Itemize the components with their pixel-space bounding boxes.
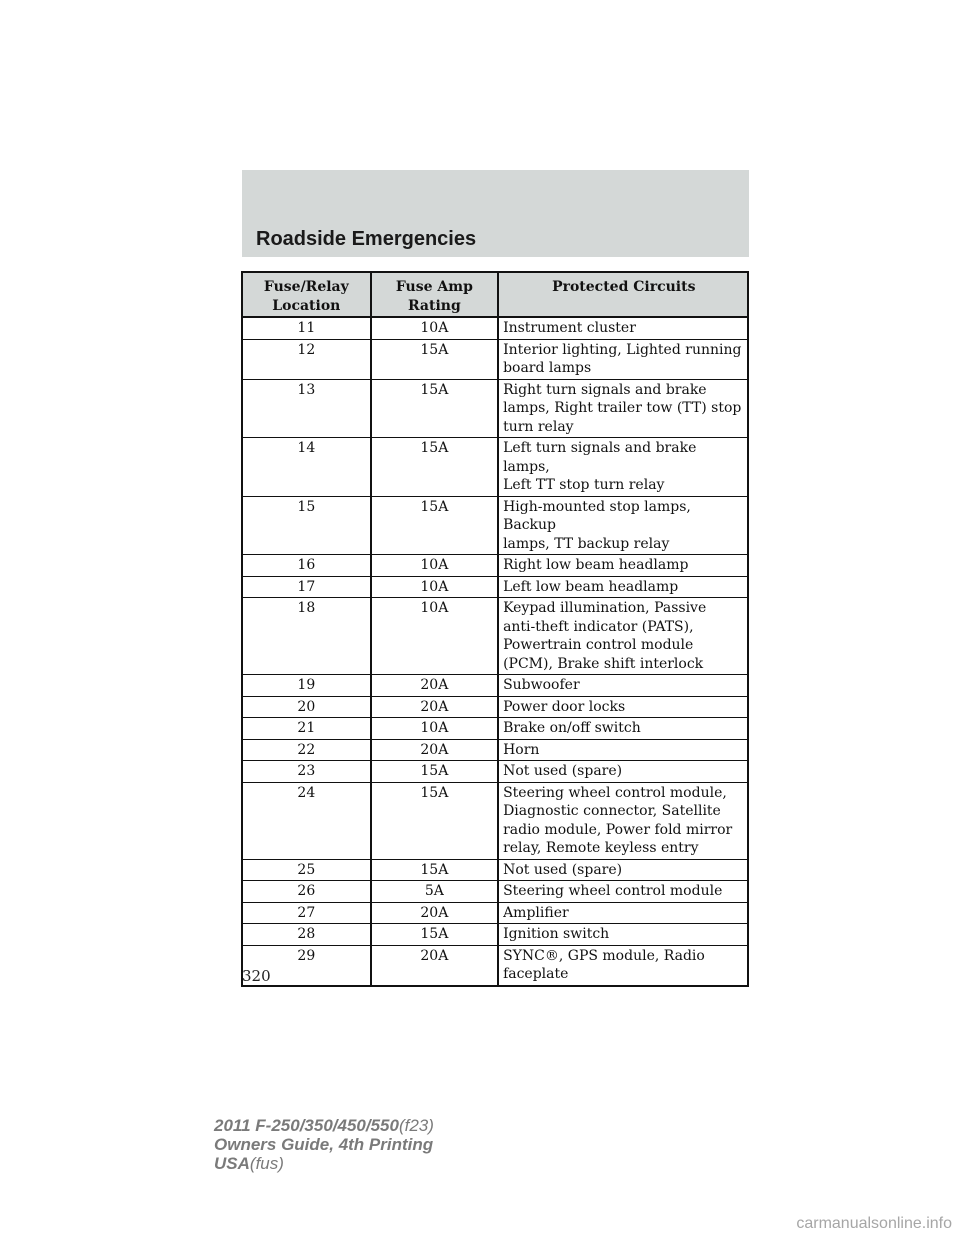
table-row xyxy=(242,859,748,881)
protected-circuits-cell xyxy=(498,438,748,497)
circuit-line: SYNC®, GPS module, Radio xyxy=(503,947,705,964)
fuse-amp-cell: 20A xyxy=(371,675,498,697)
footer-line-1 xyxy=(214,1116,434,1135)
protected-circuits-cell xyxy=(498,902,748,924)
fuse-location-cell: 19 xyxy=(242,675,371,697)
table-row xyxy=(242,924,748,946)
table-row xyxy=(242,339,748,379)
fuse-amp-cell: 15A xyxy=(371,339,498,379)
fuse-amp-cell: 10A xyxy=(371,317,498,339)
footer-market: USA xyxy=(214,1154,250,1173)
protected-circuits-cell xyxy=(498,675,748,697)
circuit-line: Not used (spare) xyxy=(503,861,623,878)
fuse-amp-cell: 20A xyxy=(371,739,498,761)
fuse-amp-cell: 15A xyxy=(371,438,498,497)
protected-circuits-cell xyxy=(498,859,748,881)
table-row xyxy=(242,675,748,697)
fuse-location-cell: 18 xyxy=(242,598,371,675)
circuit-line: Power door locks xyxy=(503,698,626,715)
protected-circuits-cell xyxy=(498,924,748,946)
circuit-line: Diagnostic connector, Satellite xyxy=(503,803,721,819)
circuit-line: Right turn signals and brake xyxy=(503,381,707,398)
table-row xyxy=(242,718,748,740)
column-header-protected-circuits xyxy=(498,272,748,317)
circuit-line: Left TT stop turn relay xyxy=(503,477,665,493)
table-row xyxy=(242,496,748,555)
protected-circuits-cell xyxy=(498,881,748,903)
circuit-line: Brake on/off switch xyxy=(503,720,641,736)
fuse-location-cell: 22 xyxy=(242,739,371,761)
header-line: Fuse/Relay xyxy=(263,279,349,295)
circuit-line: anti-theft indicator (PATS), xyxy=(503,618,694,635)
fuse-location-cell: 29 xyxy=(242,945,371,986)
fuse-amp-cell: 20A xyxy=(371,902,498,924)
circuit-line: Amplifier xyxy=(503,904,569,921)
fuse-location-cell: 15 xyxy=(242,496,371,555)
circuit-line: Keypad illumination, Passive xyxy=(503,600,707,616)
fuse-amp-cell: 5A xyxy=(371,881,498,903)
fuse-location-cell: 28 xyxy=(242,924,371,946)
circuit-line: High-mounted stop lamps, Backup xyxy=(503,498,691,533)
fuse-location-cell: 23 xyxy=(242,761,371,783)
circuit-line: Powertrain control module xyxy=(503,637,694,653)
table-row xyxy=(242,438,748,497)
fuse-amp-cell: 20A xyxy=(371,945,498,986)
circuit-line: (PCM), Brake shift interlock xyxy=(503,655,704,672)
footer-market-code: (fus) xyxy=(249,1154,284,1173)
protected-circuits-cell xyxy=(498,739,748,761)
fuse-table xyxy=(241,271,749,987)
table-row xyxy=(242,902,748,924)
circuit-line: Not used (spare) xyxy=(503,763,623,779)
protected-circuits-cell xyxy=(498,782,748,859)
circuit-line: Interior lighting, Lighted running xyxy=(503,341,742,358)
protected-circuits-cell xyxy=(498,496,748,555)
fuse-amp-cell: 15A xyxy=(371,859,498,881)
table-row xyxy=(242,317,748,339)
circuit-line: Left low beam headlamp xyxy=(503,578,679,595)
circuit-line: Steering wheel control module xyxy=(503,883,723,899)
fuse-location-cell: 27 xyxy=(242,902,371,924)
watermark-text: carmanualsonline.info xyxy=(796,1215,952,1232)
protected-circuits-cell xyxy=(498,317,748,339)
fuse-amp-cell: 15A xyxy=(371,782,498,859)
fuse-location-cell: 14 xyxy=(242,438,371,497)
fuse-location-cell: 11 xyxy=(242,317,371,339)
circuit-line: turn relay xyxy=(503,418,574,435)
document-footer xyxy=(214,1116,434,1173)
column-header-location xyxy=(242,272,371,317)
circuit-line: Steering wheel control module, xyxy=(503,784,727,801)
fuse-location-cell: 20 xyxy=(242,696,371,718)
protected-circuits-cell xyxy=(498,696,748,718)
table-header-row xyxy=(242,272,748,317)
fuse-amp-cell: 10A xyxy=(371,718,498,740)
fuse-location-cell: 17 xyxy=(242,576,371,598)
fuse-amp-cell: 10A xyxy=(371,576,498,598)
footer-line-3 xyxy=(214,1154,434,1173)
circuit-line: Left turn signals and brake lamps, xyxy=(503,440,697,475)
circuit-line: Ignition switch xyxy=(503,926,610,942)
protected-circuits-cell xyxy=(498,339,748,379)
fuse-location-cell: 21 xyxy=(242,718,371,740)
fuse-location-cell: 25 xyxy=(242,859,371,881)
circuit-line: lamps, Right trailer tow (TT) stop xyxy=(503,400,742,416)
fuse-amp-cell: 10A xyxy=(371,555,498,577)
circuit-line: Subwoofer xyxy=(503,677,580,693)
circuit-line: relay, Remote keyless entry xyxy=(503,840,699,856)
protected-circuits-cell xyxy=(498,718,748,740)
fuse-amp-cell: 10A xyxy=(371,598,498,675)
protected-circuits-cell xyxy=(498,945,748,986)
fuse-location-cell: 12 xyxy=(242,339,371,379)
protected-circuits-cell xyxy=(498,379,748,438)
circuit-line: lamps, TT backup relay xyxy=(503,535,670,552)
table-row xyxy=(242,739,748,761)
protected-circuits-cell xyxy=(498,576,748,598)
footer-line-2: Owners Guide, 4th Printing xyxy=(214,1135,434,1154)
circuit-line: board lamps xyxy=(503,360,592,376)
protected-circuits-cell xyxy=(498,761,748,783)
header-line: Rating xyxy=(407,297,461,314)
table-row xyxy=(242,379,748,438)
circuit-line: faceplate xyxy=(503,966,569,982)
fuse-amp-cell: 15A xyxy=(371,761,498,783)
header-line: Fuse Amp xyxy=(395,279,473,295)
page-number: 320 xyxy=(242,967,271,985)
footer-code: (f23) xyxy=(398,1116,434,1135)
fuse-amp-cell: 20A xyxy=(371,696,498,718)
fuse-location-cell: 26 xyxy=(242,881,371,903)
protected-circuits-cell xyxy=(498,555,748,577)
table-row xyxy=(242,555,748,577)
circuit-line: Right low beam headlamp xyxy=(503,557,689,573)
fuse-amp-cell: 15A xyxy=(371,379,498,438)
table-row xyxy=(242,881,748,903)
header-line: Location xyxy=(272,297,341,314)
table-row xyxy=(242,598,748,675)
fuse-amp-cell: 15A xyxy=(371,496,498,555)
circuit-line: Horn xyxy=(503,741,540,758)
table-body xyxy=(242,317,748,986)
section-title: Roadside Emergencies xyxy=(256,228,477,250)
column-header-amp-rating xyxy=(371,272,498,317)
protected-circuits-cell xyxy=(498,598,748,675)
header-line: Protected Circuits xyxy=(552,279,696,295)
table-row xyxy=(242,945,748,986)
fuse-amp-cell: 15A xyxy=(371,924,498,946)
table-row xyxy=(242,761,748,783)
fuse-location-cell: 24 xyxy=(242,782,371,859)
fuse-location-cell: 13 xyxy=(242,379,371,438)
circuit-line: Instrument cluster xyxy=(503,320,636,336)
circuit-line: radio module, Power fold mirror xyxy=(503,821,733,838)
table-row xyxy=(242,782,748,859)
table-row xyxy=(242,696,748,718)
fuse-location-cell: 16 xyxy=(242,555,371,577)
table-row xyxy=(242,576,748,598)
footer-model: 2011 F-250/350/450/550 xyxy=(214,1116,399,1135)
